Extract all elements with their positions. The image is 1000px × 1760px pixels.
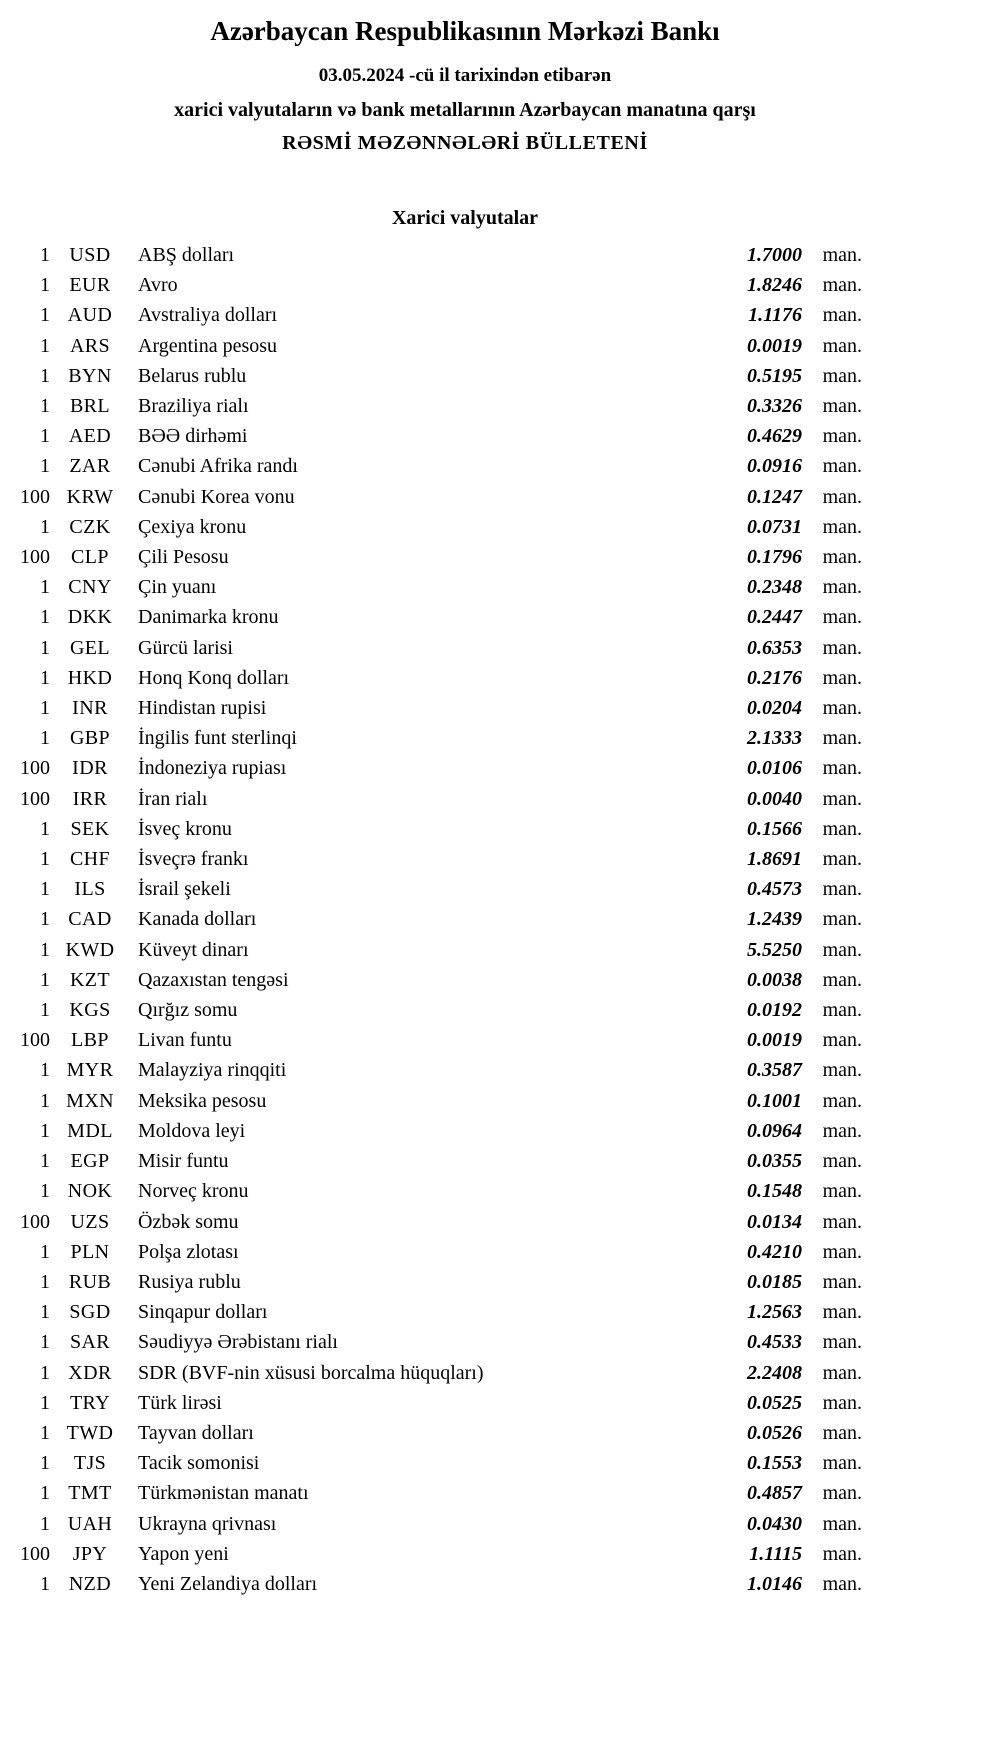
row-unit: man. <box>822 636 862 659</box>
row-unit: man. <box>822 1089 862 1112</box>
row-quantity: 100 <box>20 1542 50 1565</box>
row-code: SAR <box>69 1331 111 1354</box>
row-name: Özbək somu <box>138 1210 239 1233</box>
row-unit: man. <box>822 878 862 901</box>
row-unit: man. <box>822 1542 862 1565</box>
row-unit: man. <box>822 1391 862 1414</box>
row-rate: 1.2439 <box>747 908 802 931</box>
row-rate: 0.2176 <box>747 666 802 689</box>
row-quantity: 1 <box>40 878 50 901</box>
row-name: İsveç kronu <box>138 817 232 840</box>
row-unit: man. <box>822 908 862 931</box>
row-rate: 0.4573 <box>747 878 802 901</box>
table-row <box>12 300 862 330</box>
table-row <box>12 1327 862 1357</box>
row-rate: 1.1115 <box>749 1542 802 1565</box>
table-row <box>12 693 862 723</box>
row-quantity: 1 <box>40 1572 50 1595</box>
row-name: İran rialı <box>138 787 208 810</box>
row-unit: man. <box>822 999 862 1022</box>
row-code: CNY <box>68 576 112 599</box>
row-quantity: 1 <box>40 334 50 357</box>
table-row <box>12 572 862 602</box>
row-rate: 5.5250 <box>747 938 802 961</box>
row-name: Cənubi Afrika randı <box>138 455 298 478</box>
table-row <box>12 633 862 663</box>
row-unit: man. <box>822 304 862 327</box>
row-name: SDR (BVF-nin xüsusi borcalma hüquqları) <box>138 1361 484 1384</box>
table-row <box>12 874 862 904</box>
table-row <box>12 723 862 753</box>
row-name: Malayziya rinqqiti <box>138 1059 287 1082</box>
row-rate: 0.0192 <box>747 999 802 1022</box>
table-row <box>12 1237 862 1267</box>
row-quantity: 1 <box>40 1119 50 1142</box>
row-code: BRL <box>69 395 111 418</box>
table-row <box>12 391 862 421</box>
row-code: LBP <box>71 1029 109 1052</box>
row-rate: 0.3587 <box>747 1059 802 1082</box>
row-quantity: 1 <box>40 999 50 1022</box>
row-rate: 0.1247 <box>747 485 802 508</box>
row-unit: man. <box>822 1150 862 1173</box>
row-quantity: 1 <box>40 364 50 387</box>
row-unit: man. <box>822 727 862 750</box>
row-rate: 0.0731 <box>747 515 802 538</box>
row-code: AUD <box>67 304 113 327</box>
row-rate: 0.0038 <box>747 968 802 991</box>
row-quantity: 1 <box>40 1180 50 1203</box>
table-row <box>12 1086 862 1116</box>
row-code: IRR <box>72 787 108 810</box>
row-unit: man. <box>822 1301 862 1324</box>
row-quantity: 1 <box>40 455 50 478</box>
row-quantity: 100 <box>20 546 50 569</box>
row-unit: man. <box>822 606 862 629</box>
table-row <box>12 814 862 844</box>
row-unit: man. <box>822 1361 862 1384</box>
row-name: Çili Pesosu <box>138 546 229 569</box>
row-rate: 0.4533 <box>747 1331 802 1354</box>
row-rate: 0.0040 <box>747 787 802 810</box>
section-title-foreign-currencies: Xarici valyutalar <box>391 207 539 229</box>
table-row <box>12 1509 862 1539</box>
row-unit: man. <box>822 666 862 689</box>
row-name: Səudiyyə Ərəbistanı rialı <box>138 1331 338 1354</box>
row-unit: man. <box>822 1119 862 1142</box>
row-name: Qırğız somu <box>138 999 238 1022</box>
table-row <box>12 844 862 874</box>
row-unit: man. <box>822 1512 862 1535</box>
row-rate: 0.0204 <box>747 697 802 720</box>
row-name: Misir funtu <box>138 1150 229 1173</box>
table-row <box>12 512 862 542</box>
row-name: Avstraliya dolları <box>138 304 278 327</box>
row-unit: man. <box>822 515 862 538</box>
row-name: ABŞ dolları <box>138 244 235 266</box>
row-code: HKD <box>67 666 113 689</box>
row-name: Rusiya rublu <box>138 1270 241 1293</box>
table-row <box>12 421 862 451</box>
row-quantity: 1 <box>40 1361 50 1384</box>
row-quantity: 1 <box>40 304 50 327</box>
row-unit: man. <box>822 787 862 810</box>
row-name: İndoneziya rupiası <box>138 757 287 780</box>
row-rate: 0.1553 <box>747 1452 802 1475</box>
row-unit: man. <box>822 274 862 297</box>
row-unit: man. <box>822 1180 862 1203</box>
row-quantity: 1 <box>40 576 50 599</box>
row-code: TRY <box>69 1391 111 1414</box>
row-unit: man. <box>822 848 862 871</box>
row-rate: 0.2348 <box>747 576 802 599</box>
bulletin-title-line: RƏSMİ MƏZƏNNƏLƏRİ BÜLLETENİ <box>282 132 648 154</box>
row-code: CAD <box>68 908 112 931</box>
row-quantity: 100 <box>20 1029 50 1052</box>
row-quantity: 1 <box>40 697 50 720</box>
table-row <box>12 1418 862 1448</box>
row-code: RUB <box>68 1270 112 1293</box>
row-quantity: 1 <box>40 1059 50 1082</box>
table-row <box>12 451 862 481</box>
row-unit: man. <box>822 455 862 478</box>
table-row <box>12 542 862 572</box>
row-rate: 1.7000 <box>747 244 802 266</box>
table-row <box>12 904 862 934</box>
row-quantity: 1 <box>40 425 50 448</box>
row-code: XDR <box>68 1361 112 1384</box>
row-name: Cənubi Korea vonu <box>138 485 295 508</box>
row-rate: 0.0106 <box>747 757 802 780</box>
row-code: ZAR <box>69 455 111 478</box>
row-code: GEL <box>69 636 111 659</box>
table-row <box>12 1267 862 1297</box>
row-rate: 0.0355 <box>747 1150 802 1173</box>
row-unit: man. <box>822 425 862 448</box>
row-unit: man. <box>822 1210 862 1233</box>
row-unit: man. <box>822 1270 862 1293</box>
row-rate: 1.1176 <box>748 304 802 327</box>
table-row <box>12 965 862 995</box>
row-name: Livan funtu <box>138 1029 232 1052</box>
row-code: KZT <box>69 968 111 991</box>
row-name: Türkmənistan manatı <box>138 1482 309 1505</box>
row-quantity: 1 <box>40 1421 50 1444</box>
table-row <box>12 1176 862 1206</box>
row-name: Türk lirəsi <box>138 1391 222 1414</box>
row-unit: man. <box>822 817 862 840</box>
table-row <box>12 1478 862 1508</box>
row-rate: 0.0019 <box>747 1029 802 1052</box>
row-name: Qazaxıstan tengəsi <box>138 968 289 991</box>
row-rate: 1.2563 <box>747 1301 802 1324</box>
row-name: Meksika pesosu <box>138 1089 267 1112</box>
table-row <box>12 995 862 1025</box>
row-quantity: 100 <box>20 757 50 780</box>
row-quantity: 100 <box>20 485 50 508</box>
row-code: SEK <box>70 817 110 840</box>
row-name: Gürcü larisi <box>138 636 233 659</box>
row-name: Moldova leyi <box>138 1119 246 1142</box>
row-code: MYR <box>66 1059 114 1082</box>
row-name: Küveyt dinarı <box>138 938 249 961</box>
row-rate: 0.0430 <box>747 1512 802 1535</box>
row-quantity: 1 <box>40 1270 50 1293</box>
row-name: İngilis funt sterlinqi <box>138 727 297 750</box>
row-name: Braziliya rialı <box>138 395 249 418</box>
row-unit: man. <box>822 485 862 508</box>
row-rate: 0.0019 <box>747 334 802 357</box>
row-quantity: 1 <box>40 1150 50 1173</box>
row-code: USD <box>69 244 111 266</box>
row-rate: 0.1548 <box>747 1180 802 1203</box>
row-unit: man. <box>822 364 862 387</box>
row-name: Polşa zlotası <box>138 1240 239 1263</box>
row-unit: man. <box>822 576 862 599</box>
row-rate: 0.2447 <box>747 606 802 629</box>
row-name: Argentina pesosu <box>138 334 278 357</box>
row-quantity: 1 <box>40 274 50 297</box>
row-code: AED <box>68 425 112 448</box>
row-unit: man. <box>822 1029 862 1052</box>
row-name: Ukrayna qrivnası <box>138 1512 277 1535</box>
row-name: Hindistan rupisi <box>138 697 267 720</box>
table-row <box>12 1297 862 1327</box>
row-unit: man. <box>822 546 862 569</box>
row-rate: 0.4857 <box>747 1482 802 1505</box>
row-code: TWD <box>66 1421 114 1444</box>
row-quantity: 1 <box>40 395 50 418</box>
row-unit: man. <box>822 968 862 991</box>
table-row <box>12 361 862 391</box>
row-rate: 1.8691 <box>747 848 802 871</box>
row-rate: 0.1796 <box>747 546 802 569</box>
row-code: KGS <box>69 999 111 1022</box>
row-quantity: 1 <box>40 817 50 840</box>
row-name: Yeni Zelandiya dolları <box>138 1572 318 1595</box>
table-row <box>12 1055 862 1085</box>
row-unit: man. <box>822 697 862 720</box>
table-row <box>12 240 862 270</box>
document-header <box>0 16 930 230</box>
row-rate: 0.3326 <box>747 395 802 418</box>
row-code: EGP <box>70 1150 110 1173</box>
row-rate: 2.1333 <box>747 727 802 750</box>
table-row <box>12 1358 862 1388</box>
row-rate: 0.6353 <box>747 636 802 659</box>
row-quantity: 1 <box>40 1240 50 1263</box>
currency-table <box>12 240 862 1599</box>
row-unit: man. <box>822 1452 862 1475</box>
row-code: GBP <box>69 727 111 750</box>
row-quantity: 1 <box>40 848 50 871</box>
table-row <box>12 935 862 965</box>
table-row <box>12 1207 862 1237</box>
row-rate: 2.2408 <box>747 1361 802 1384</box>
row-code: KRW <box>66 485 114 508</box>
row-quantity: 1 <box>40 727 50 750</box>
row-name: Sinqapur dolları <box>138 1301 268 1324</box>
row-quantity: 1 <box>40 968 50 991</box>
table-row <box>12 663 862 693</box>
row-code: ILS <box>74 878 106 901</box>
subject-line: xarici valyutaların və bank metallarının Azərbaycan manatına qarşı <box>174 99 756 121</box>
row-code: DKK <box>67 606 113 629</box>
row-unit: man. <box>822 1240 862 1263</box>
table-row <box>12 602 862 632</box>
row-unit: man. <box>822 244 862 266</box>
row-name: Honq Konq dolları <box>138 666 290 689</box>
row-quantity: 1 <box>40 636 50 659</box>
row-name: BƏƏ dirhəmi <box>138 425 248 448</box>
row-code: SGD <box>69 1301 111 1324</box>
table-row <box>12 1448 862 1478</box>
table-row <box>12 270 862 300</box>
row-quantity: 1 <box>40 1512 50 1535</box>
row-rate: 0.0134 <box>747 1210 802 1233</box>
row-quantity: 1 <box>40 515 50 538</box>
row-rate: 0.1001 <box>747 1089 802 1112</box>
row-name: Tayvan dolları <box>138 1421 254 1444</box>
row-code: KWD <box>65 938 115 961</box>
row-code: MXN <box>66 1089 114 1112</box>
row-unit: man. <box>822 757 862 780</box>
table-row <box>12 1146 862 1176</box>
row-rate: 0.0185 <box>747 1270 802 1293</box>
row-rate: 0.0916 <box>747 455 802 478</box>
row-code: UAH <box>67 1512 113 1535</box>
row-quantity: 1 <box>40 244 50 266</box>
row-name: İsveçrə frankı <box>138 848 249 871</box>
row-name: Çexiya kronu <box>138 515 247 538</box>
row-quantity: 1 <box>40 1331 50 1354</box>
row-quantity: 1 <box>40 908 50 931</box>
row-code: MDL <box>67 1119 113 1142</box>
row-unit: man. <box>822 1482 862 1505</box>
row-code: UZS <box>70 1210 110 1233</box>
row-quantity: 1 <box>40 1391 50 1414</box>
row-code: PLN <box>70 1240 110 1263</box>
row-name: Belarus rublu <box>138 364 247 387</box>
table-row <box>12 331 862 361</box>
row-quantity: 1 <box>40 1301 50 1324</box>
row-code: BYN <box>68 364 112 387</box>
row-code: INR <box>72 697 108 720</box>
row-quantity: 1 <box>40 666 50 689</box>
row-quantity: 1 <box>40 606 50 629</box>
row-code: TMT <box>68 1482 112 1505</box>
table-row <box>12 1116 862 1146</box>
row-unit: man. <box>822 1331 862 1354</box>
table-row <box>12 482 862 512</box>
row-rate: 0.5195 <box>747 364 802 387</box>
table-row <box>12 753 862 783</box>
row-rate: 0.4629 <box>747 425 802 448</box>
row-name: Tacik somonisi <box>138 1452 260 1475</box>
row-code: ARS <box>69 334 111 357</box>
row-quantity: 1 <box>40 1452 50 1475</box>
row-code: NOK <box>67 1180 113 1203</box>
table-row <box>12 784 862 814</box>
row-name: Avro <box>138 274 178 297</box>
row-rate: 0.1566 <box>747 817 802 840</box>
row-rate: 0.0526 <box>747 1421 802 1444</box>
row-code: NZD <box>68 1572 112 1595</box>
row-name: İsrail şekeli <box>138 878 231 901</box>
row-quantity: 1 <box>40 938 50 961</box>
row-quantity: 1 <box>40 1482 50 1505</box>
row-rate: 1.8246 <box>747 274 802 297</box>
row-name: Norveç kronu <box>138 1180 249 1203</box>
row-unit: man. <box>822 334 862 357</box>
row-rate: 1.0146 <box>747 1572 802 1595</box>
effective-date-line: 03.05.2024 -cü il tarixindən etibarən <box>318 65 612 86</box>
row-code: CZK <box>69 515 111 538</box>
row-unit: man. <box>822 938 862 961</box>
row-code: EUR <box>69 274 111 297</box>
row-unit: man. <box>822 1572 862 1595</box>
row-name: Kanada dolları <box>138 908 257 931</box>
row-code: IDR <box>72 757 108 780</box>
row-rate: 0.0525 <box>747 1391 802 1414</box>
row-code: CLP <box>71 546 109 569</box>
row-quantity: 1 <box>40 1089 50 1112</box>
row-name: Çin yuanı <box>138 576 217 599</box>
table-row <box>12 1025 862 1055</box>
row-name: Yapon yeni <box>138 1542 229 1565</box>
row-quantity: 100 <box>20 1210 50 1233</box>
row-name: Danimarka kronu <box>138 606 279 629</box>
row-rate: 0.0964 <box>747 1119 802 1142</box>
table-row <box>12 1569 862 1599</box>
table-row <box>12 1539 862 1569</box>
row-quantity: 100 <box>20 787 50 810</box>
row-unit: man. <box>822 1421 862 1444</box>
row-code: JPY <box>72 1542 108 1565</box>
row-code: CHF <box>69 848 111 871</box>
row-unit: man. <box>822 395 862 418</box>
row-rate: 0.4210 <box>747 1240 802 1263</box>
row-code: TJS <box>73 1452 107 1475</box>
table-row <box>12 1388 862 1418</box>
bank-title: Azərbaycan Respublikasının Mərkəzi Bankı <box>210 16 720 46</box>
row-unit: man. <box>822 1059 862 1082</box>
